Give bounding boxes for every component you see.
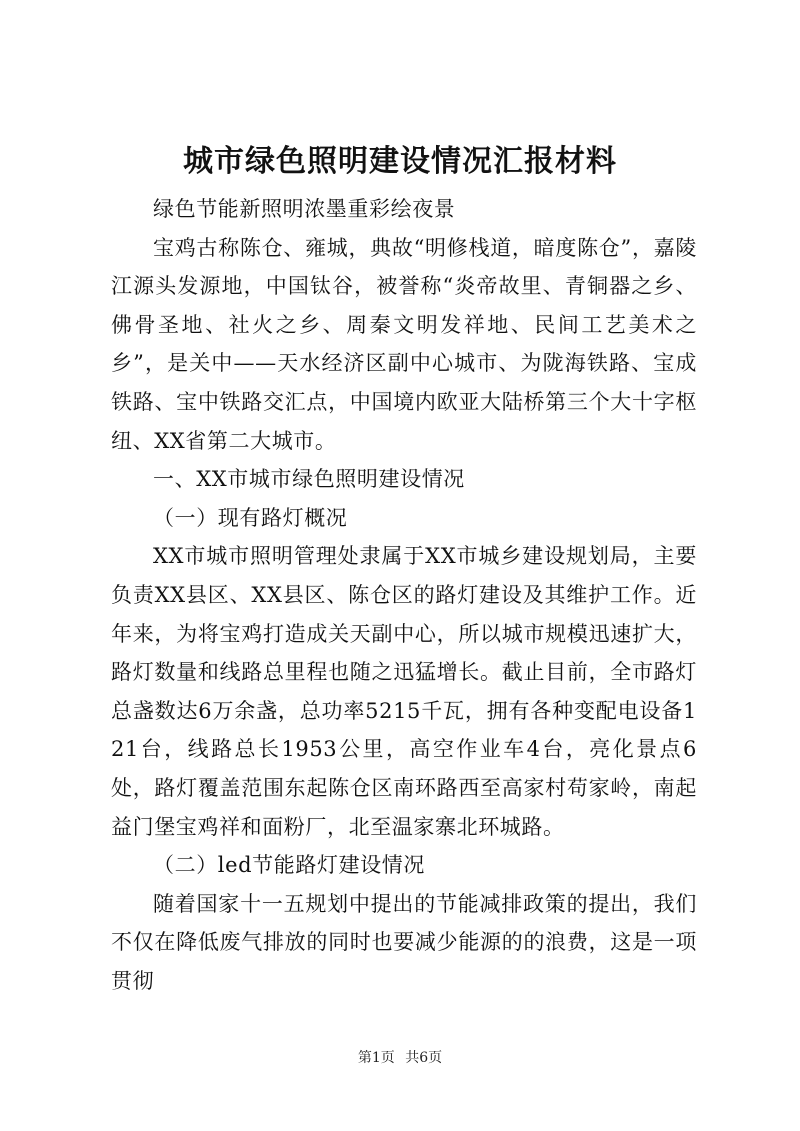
- subsection-heading-1: （一）现有路灯概况: [153, 505, 348, 530]
- section-heading: 一、XX市城市绿色照明建设情况: [153, 467, 465, 492]
- subtitle-paragraph: 绿色节能新照明浓墨重彩绘夜景: [153, 197, 456, 221]
- page-total: 共6页: [405, 1050, 443, 1066]
- intro-paragraph: 宝鸡古称陈仓、雍城，典故“明修栈道，暗度陈仓”，嘉陵江源头发源地，中国钛谷，被誉称“炎帝故里、青铜器之乡、佛骨圣地、社火之乡、周秦文明发祥地、民间工艺美术之乡”，是关中——天水经济区副中心城市、为陇海铁路、宝成铁路、宝中铁路交汇点，中国境内欧亚大陆桥第三个大十字枢纽、XX省第二大城市。: [111, 235, 697, 453]
- subsection-heading-2: （二）led节能路灯建设情况: [153, 853, 425, 878]
- document-title: 城市绿色照明建设情况汇报材料: [183, 144, 617, 179]
- page-footer: [0, 1048, 800, 1068]
- document-body: [111, 190, 697, 1000]
- page-number: 第1页: [357, 1050, 395, 1066]
- body-paragraph-2: 随着国家十一五规划中提出的节能减排政策的提出，我们不仅在降低废气排放的同时也要减少能源的的浪费，这是一项贯彻: [111, 891, 697, 993]
- body-paragraph-1: XX市城市照明管理处隶属于XX市城乡建设规划局，主要负责XX县区、XX县区、陈仓区的路灯建设及其维护工作。近年来，为将宝鸡打造成关天副中心，所以城市规模迅速扩大，路灯数量和线路总里程也随之迅猛增长。截止目前，全市路灯总盏数达6万余盏，总功率5215千瓦，拥有各种变配电设备121台，线路总长1953公里，高空作业车4台，亮化景点6处，路灯覆盖范围东起陈仓区南环路西至高家村苟家岭，南起益门堡宝鸡祥和面粉厂，北至温家寨北环城路。: [111, 544, 697, 839]
